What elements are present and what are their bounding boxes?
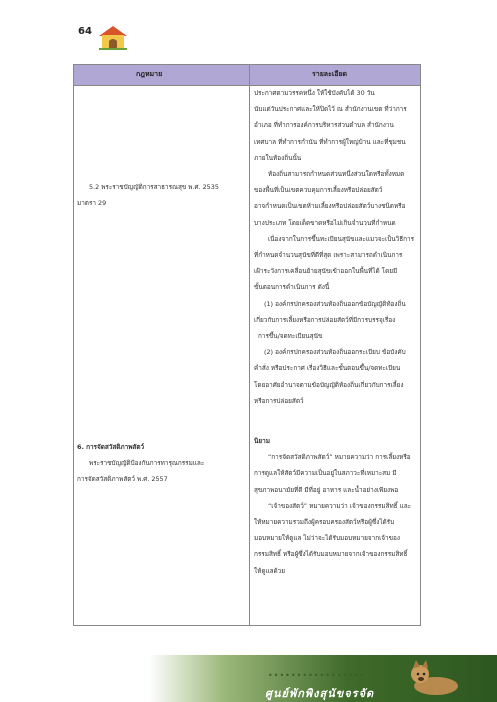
dog-house-icon [95,24,131,50]
right-column-a [254,85,418,409]
detail-line: “เจ้าของสัตว์” หมายความว่า เจ้าของกรรมสิทธิ์ และ [268,501,412,510]
detail-line: ขั้นตอนการดำเนินการ ดังนี้ [254,283,330,292]
detail-line: ให้ดูแลด้วย [254,566,286,575]
law-section: มาตรา 29 [77,199,107,208]
law-item-5-2: 5.2 พระราชบัญญัติการสาธารณสุข พ.ศ. 2535 [89,183,219,191]
detail-line: (1) องค์กรปกครองส่วนท้องถิ่นออกข้อบัญญัติท้องถิ่น [264,299,406,308]
detail-line: หรือการปล่อยสัตว์ [254,396,304,405]
detail-line: เกี่ยวกับการเลี้ยงหรือการปล่อยสัตว์ที่มีการบรรจุเรื่อง [254,315,396,324]
detail-line: การขึ้น/จดทะเบียนสุนัข [258,332,323,341]
column-divider [249,65,250,625]
detail-line: คำสั่ง หรือประกาศ เรื่องวิธีและขั้นตอนขึ้น/จดทะเบียน [254,364,401,373]
dog-photo-icon [400,656,470,696]
detail-line: อาจกำหนดเป็นเขตห้ามเลี้ยงหรือปล่อยสัตว์บางชนิดหรือ [254,202,406,211]
header-detail: รายละเอียด [312,70,348,78]
detail-line: การดูแลให้สัตว์มีความเป็นอยู่ในสภาวะที่เหมาะสม มี [254,469,397,478]
detail-line: ภายในท้องถิ่นนั้น [254,153,302,162]
detail-line: ให้หมายความรวมถึงผู้ครอบครองสัตว์หรือผู้ซึ่งได้รับ [254,518,395,527]
detail-line: โดยอาศัยอำนาจตามข้อบัญญัติท้องถิ่นเกี่ยวกับการเลี้ยง [254,380,404,389]
detail-line: เฝ้าระวังการเคลื่อนย้ายสุนัขเข้าออกในพื้นที่ได้ โดยมี [254,267,398,276]
detail-line: เนื่องจากในการขึ้นทะเบียนสุนัขและแมวจะเป็นวิธีการ [268,234,415,243]
law-table [73,64,421,626]
detail-line: กรรมสิทธิ์ หรือผู้ซึ่งได้รับมอบหมายจากเจ้าของกรรมสิทธิ์ [254,550,408,559]
detail-line: ที่กำหนดจำนวนสุนัขที่ดีที่สุด เพราะสามารถดำเนินการ [254,251,403,260]
table-header [74,65,420,86]
detail-line: บางประเภท โดยเด็ดขาดหรือไม่เกินจำนวนที่กำหนด [254,218,396,227]
law-item-6-line2: การจัดสวัสดิภาพสัตว์ พ.ศ. 2557 [77,475,168,484]
detail-line: เทศบาล ที่ทำการกำนัน ที่ทำการผู้ใหญ่บ้าน และที่ชุมชน [254,137,406,146]
detail-line: มอบหมายให้ดูแล ไม่ว่าจะได้รับมอบหมายจากเจ้าของ [254,534,400,543]
detail-line: ของพื้นที่เป็นเขตควบคุมการเลี้ยงหรือปล่อยสัตว์ [254,186,383,195]
detail-line: อำเภอ ที่ทำการองค์การบริหารส่วนตำบล สำนักงาน [254,121,394,130]
footer-title: ศูนย์พักพิงสุนัขจรจัด [265,687,375,700]
left-column-a [77,179,245,211]
footer-dots: ••••••••••••••••• [268,671,366,680]
page-number: 64 [78,26,92,37]
definition-heading: นิยาม [254,437,270,445]
detail-line: สุขภาพอนามัยที่ดี มีที่อยู่ อาหาร และน้ำอย่างเพียงพอ [254,485,399,494]
detail-line: “การจัดสวัสดิภาพสัตว์” หมายความว่า การเลี้ยงหรือ [268,453,411,462]
law-heading-6: 6. การจัดสวัสดิภาพสัตว์ [77,443,145,451]
detail-line: นับแต่วันประกาศและให้ปิดไว้ ณ สำนักงานเขต ที่ว่าการ [254,105,407,114]
right-column-b [254,433,418,579]
header-law: กฎหมาย [136,70,163,78]
law-item-6-line1: พระราชบัญญัติป้องกันการทารุณกรรมและ [89,459,205,468]
detail-line: ประกาศตามวรรคหนึ่ง ให้ใช้บังคับได้ 30 วัน [254,89,375,97]
detail-line: (2) องค์กรปกครองส่วนท้องถิ่นออกระเบียบ ข้อบังคับ [264,348,406,357]
left-column-b [77,439,245,488]
detail-line: ท้องถิ่นสามารถกำหนดส่วนหนึ่งส่วนใดหรือทั้งหมด [268,170,405,179]
